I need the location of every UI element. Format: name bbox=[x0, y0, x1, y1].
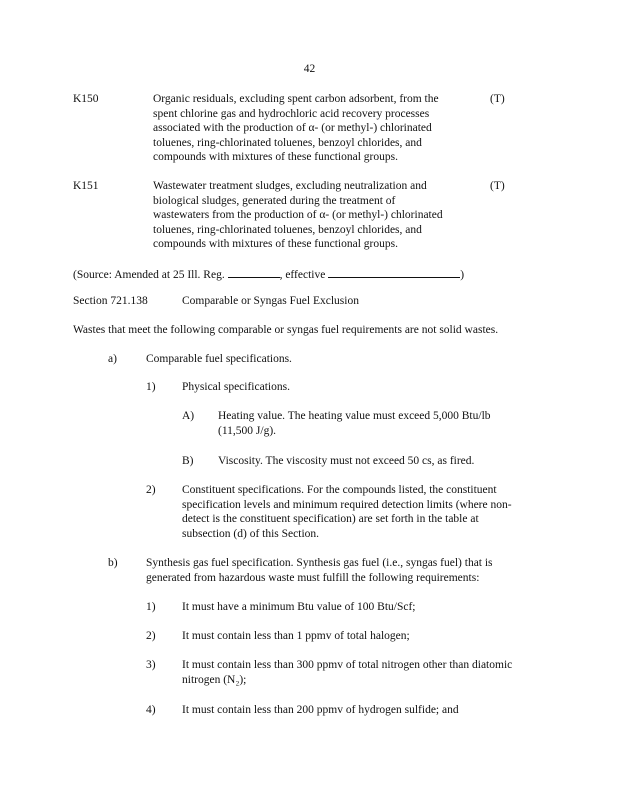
item-a2-text bbox=[182, 483, 512, 541]
source-middle: , effective bbox=[279, 269, 329, 281]
item-b4-label: 4) bbox=[146, 704, 156, 716]
item-a1b-label: B) bbox=[182, 455, 194, 467]
text-line: generated from hazardous waste must fulfill the following requirements: bbox=[146, 571, 480, 584]
description-line: wastewaters from the production of α- (or methyl-) chlorinated bbox=[153, 209, 443, 221]
description-line: toluenes, ring-chlorinated toluenes, benzoyl chlorides, and bbox=[153, 136, 422, 149]
waste-code-k150: K150 bbox=[73, 93, 99, 105]
text-line: (11,500 J/g). bbox=[218, 424, 277, 437]
page-number: 42 bbox=[303, 63, 316, 75]
description-line: compounds with mixtures of these functional groups. bbox=[153, 238, 398, 250]
text-line: subsection (d) of this Section. bbox=[182, 527, 320, 540]
hazard-code-k150: (T) bbox=[490, 93, 505, 105]
section-title: Comparable or Syngas Fuel Exclusion bbox=[182, 295, 359, 307]
subsection-b-text bbox=[146, 556, 493, 585]
source-note bbox=[73, 267, 553, 283]
item-a1-label: 1) bbox=[146, 381, 156, 393]
text-line: Synthesis gas fuel specification. Synthesis gas fuel (i.e., syngas fuel) that is bbox=[146, 557, 493, 569]
text-line: detect is the constituent specification) are set forth in the table at bbox=[182, 513, 479, 525]
item-b3-text bbox=[182, 658, 512, 687]
hazard-code-k151: (T) bbox=[490, 180, 505, 192]
item-a1a-label: A) bbox=[182, 410, 195, 422]
subsection-a-text: Comparable fuel specifications. bbox=[146, 353, 292, 365]
waste-description-k151 bbox=[153, 179, 473, 252]
waste-code-k151: K151 bbox=[73, 180, 99, 192]
effective-date-blank bbox=[328, 267, 460, 278]
section-number: Section 721.138 bbox=[73, 295, 148, 307]
subsection-a-label: a) bbox=[108, 353, 117, 365]
description-line: toluenes, ring-chlorinated toluenes, benzoyl chlorides, and bbox=[153, 223, 422, 236]
item-a2-label: 2) bbox=[146, 484, 156, 496]
description-line: Organic residuals, excluding spent carbon adsorbent, from the bbox=[153, 93, 439, 105]
item-a1b-text: Viscosity. The viscosity must not exceed 50 cs, as fired. bbox=[218, 455, 475, 467]
item-b1-label: 1) bbox=[146, 601, 156, 613]
source-suffix: ) bbox=[460, 269, 465, 281]
text-line: specification levels and minimum required detection limits (where non- bbox=[182, 498, 512, 511]
description-line: Wastewater treatment sludges, excluding neutralization and bbox=[153, 180, 427, 192]
subsection-b-label: b) bbox=[108, 557, 118, 569]
intro-paragraph: Wastes that meet the following comparable or syngas fuel requirements are not solid wastes. bbox=[73, 324, 499, 336]
waste-description-k150 bbox=[153, 92, 473, 165]
item-b3-label: 3) bbox=[146, 659, 156, 671]
text-line: It must contain less than 300 ppmv of total nitrogen other than diatomic bbox=[182, 659, 513, 671]
description-line: associated with the production of α- (or methyl-) chlorinated bbox=[153, 122, 432, 134]
register-blank bbox=[228, 267, 280, 278]
description-line: spent chlorine gas and hydrochloric acid recovery processes bbox=[153, 107, 430, 120]
item-b1-text: It must have a minimum Btu value of 100 Btu/Scf; bbox=[182, 601, 416, 613]
description-line: compounds with mixtures of these functional groups. bbox=[153, 151, 398, 163]
item-b4-text: It must contain less than 200 ppmv of hydrogen sulfide; and bbox=[182, 704, 459, 716]
text-line: Heating value. The heating value must exceed 5,000 Btu/lb bbox=[218, 410, 491, 422]
item-b2-label: 2) bbox=[146, 630, 156, 642]
item-a1a-text bbox=[218, 409, 491, 438]
description-line: biological sludges, generated during the treatment of bbox=[153, 194, 396, 207]
item-a1-text: Physical specifications. bbox=[182, 381, 290, 393]
source-prefix: (Source: Amended at 25 Ill. Reg. bbox=[73, 269, 228, 281]
text-line: Constituent specifications. For the compounds listed, the constituent bbox=[182, 484, 497, 496]
text-line: nitrogen (N₂); bbox=[182, 673, 247, 686]
item-b2-text: It must contain less than 1 ppmv of total halogen; bbox=[182, 630, 410, 642]
